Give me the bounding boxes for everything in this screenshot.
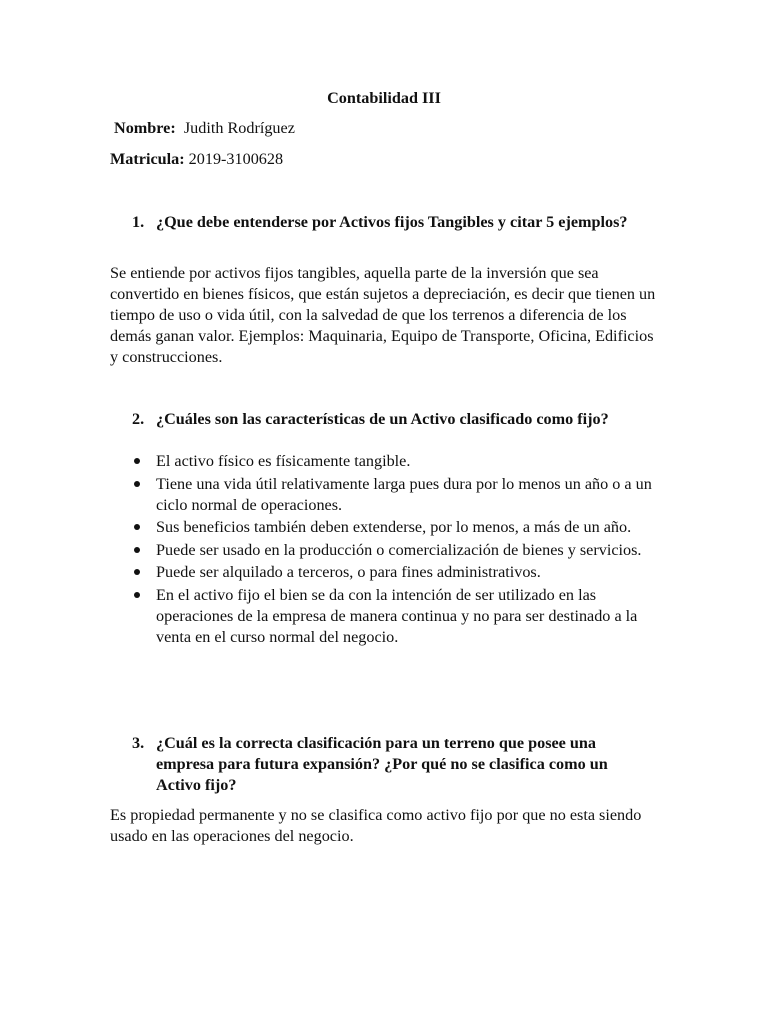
question-text: ¿Cuáles son las características de un Activo clasificado como fijo? <box>156 410 609 428</box>
bullet-icon <box>134 547 140 553</box>
question-number: 3. <box>132 734 145 752</box>
id-value: 2019-3100628 <box>188 150 284 168</box>
bullet-icon <box>134 458 140 464</box>
characteristics-list <box>134 451 654 649</box>
name-line <box>114 118 295 139</box>
question-3 <box>132 733 652 796</box>
question-text: ¿Cuál es la correcta clasificación para un terreno que posee una empresa para futura expansión? ¿Por qué no se clasifica como un Activo fijo? <box>156 734 608 794</box>
list-item: Puede ser alquilado a terceros, o para fines administrativos. <box>134 562 654 583</box>
bullet-icon <box>134 481 140 487</box>
id-label: Matricula: <box>110 150 185 168</box>
bullet-icon <box>134 569 140 575</box>
answer-3: Es propiedad permanente y no se clasifica como activo fijo por que no esta siendo usado en las operaciones del negocio. <box>110 806 642 845</box>
answer-1: Se entiende por activos fijos tangibles, aquella parte de la inversión que sea convertido en bienes físicos, que están sujetos a depreciación, es decir que tienen un tiempo de uso o vida útil, con la salvedad de que los terrenos a diferencia de los demás ganan valor. Ejemplos: Maquinaria, Equipo de Transporte, Oficina, Edificios y construcciones. <box>110 264 656 366</box>
list-item: Tiene una vida útil relativamente larga pues dura por lo menos un año o a un ciclo normal de operaciones. <box>134 474 654 516</box>
question-text: ¿Que debe entenderse por Activos fijos Tangibles y citar 5 ejemplos? <box>156 213 628 231</box>
id-line <box>110 149 283 170</box>
document-title: Contabilidad III <box>327 89 441 107</box>
question-number: 1. <box>132 213 145 231</box>
bullet-icon <box>134 592 140 598</box>
name-label: Nombre: <box>114 119 176 137</box>
list-item: Sus beneficios también deben extenderse, por lo menos, a más de un año. <box>134 517 654 538</box>
bullet-icon <box>134 524 140 530</box>
question-1 <box>132 212 652 233</box>
list-item: En el activo fijo el bien se da con la intención de ser utilizado en las operaciones de la empresa de manera continua y no para ser destinado a la venta en el curso normal del negocio. <box>134 585 654 648</box>
list-item: El activo físico es físicamente tangible. <box>134 451 654 472</box>
question-number: 2. <box>132 410 145 428</box>
question-2 <box>132 409 652 430</box>
name-value: Judith Rodríguez <box>183 119 295 137</box>
list-item: Puede ser usado en la producción o comercialización de bienes y servicios. <box>134 540 654 561</box>
